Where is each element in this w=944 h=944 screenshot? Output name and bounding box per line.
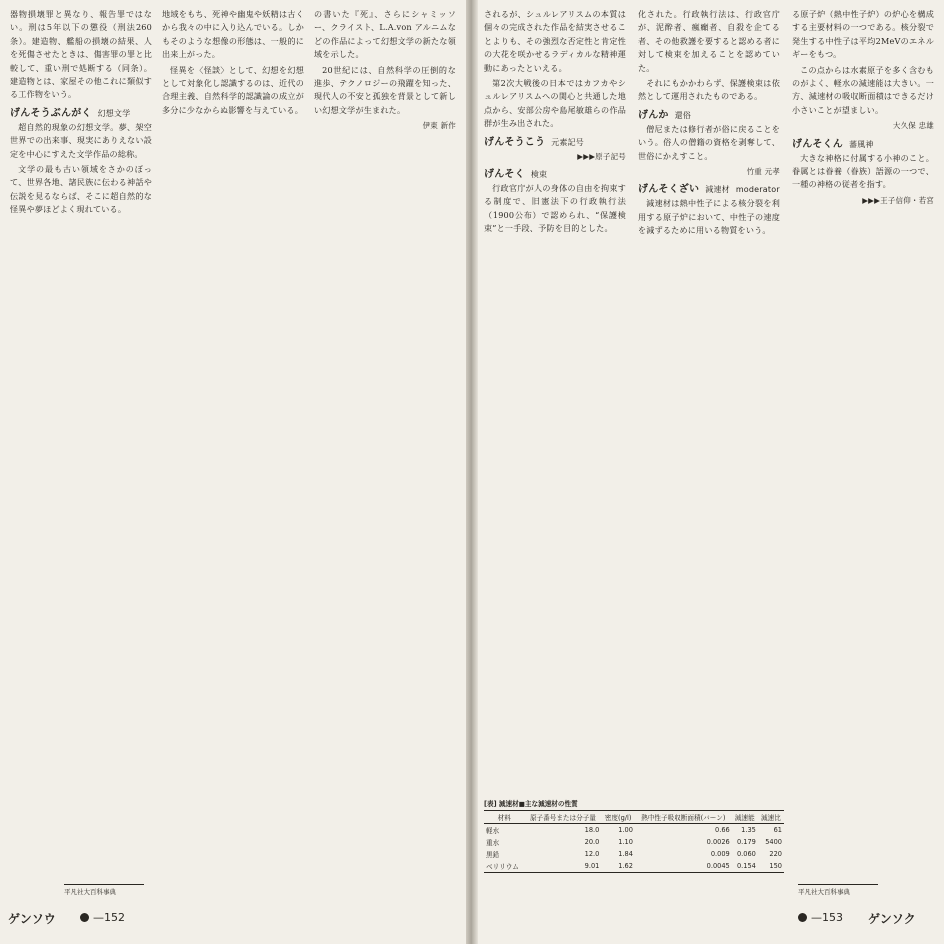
page-number-text: 153 xyxy=(822,911,843,924)
right-column-3 xyxy=(792,8,934,868)
entry-kanji: 検束 xyxy=(530,170,548,180)
table-header: 密度(g/l) xyxy=(601,811,635,824)
entry-heading xyxy=(638,183,780,197)
author-credit: 伊東 新作 xyxy=(422,121,456,131)
right-page xyxy=(478,0,944,944)
entry-kanji: 減速材 xyxy=(705,185,730,195)
page-number-text: 152 xyxy=(104,911,125,924)
table-header: 原子番号または分子量 xyxy=(525,811,602,824)
paragraph: 僧尼または修行者が俗に戻ることをいう。俗人の僧籍の資格を剥奪して、世俗にかえすこと。 xyxy=(638,123,780,161)
table-cell: 0.060 xyxy=(736,850,756,858)
right-column-2 xyxy=(638,8,780,788)
cross-reference: ▶▶▶王子信仰・若宮 xyxy=(862,195,934,205)
page-number: —153 xyxy=(798,911,843,924)
author-credit: 竹重 元孝 xyxy=(746,167,780,177)
table xyxy=(484,810,784,873)
entry-kanji: 元素記号 xyxy=(551,137,585,147)
table-cell: 1.10 xyxy=(618,838,633,846)
table-row xyxy=(484,848,784,860)
table-cell: 220 xyxy=(769,850,782,858)
running-head: ゲンソウ xyxy=(8,912,56,926)
left-column-2 xyxy=(162,8,304,868)
table-cell: 0.179 xyxy=(736,838,756,846)
page-marker-icon xyxy=(80,913,89,922)
table-cell: 1.84 xyxy=(618,850,633,858)
paragraph: の書いた『死』、さらにシャミッソー、クライスト、L.A.von アルニムなどの作品によって幻想文学の新たな領域を示した。 xyxy=(314,9,456,60)
table-cell: 18.0 xyxy=(584,826,600,834)
entry-reading: げんそうこう xyxy=(484,136,546,148)
publisher-label: 平凡社大百科事典 xyxy=(798,884,878,896)
paragraph: 文学の最も古い領域をさかのぼって、世界各地、諸民族に伝わる神話や伝説を見るならば、そこに超自然的な怪異や夢ほどよく現れている。 xyxy=(10,164,152,215)
paragraph: それにもかかわらず、保護検束は依然として運用されたものである。 xyxy=(638,78,780,102)
entry-kanji: 還俗 xyxy=(674,110,692,120)
data-table xyxy=(484,798,784,873)
table-cell: 5400 xyxy=(765,838,782,846)
paragraph: 大きな神格に付属する小神のこと。眷属とは眷養（眷族）語源の一つで、一種の神格の従者を指す。 xyxy=(792,152,934,190)
paragraph: 第2次大戦後の日本ではカフカやシュルレアリスムへの関心と共通した地点から、安部公房や島尾敏雄らの作品群が生み出された。 xyxy=(484,78,626,129)
table-row xyxy=(484,824,784,837)
table-header: 熱中性子吸収断面積(バーン) xyxy=(635,811,732,824)
page-number: —152 xyxy=(80,911,125,924)
table-row xyxy=(484,836,784,848)
table-cell: 12.0 xyxy=(584,850,600,858)
table-cell: 軽水 xyxy=(486,827,500,835)
paragraph: 地域をもち、死神や幽鬼や妖精は古くから我々の中に入り込んでいる。しかもそのような想像の形態は、一般的に出来上がった。 xyxy=(162,9,304,60)
entry-heading xyxy=(792,138,934,152)
entry-heading xyxy=(484,168,626,182)
entry-reading: げんか xyxy=(638,109,669,121)
left-page xyxy=(0,0,466,944)
table-header: 材料 xyxy=(484,811,525,824)
author-credit: 大久保 忠雄 xyxy=(892,121,934,131)
entry-reading: げんそく xyxy=(484,169,525,181)
table-cell: 1.35 xyxy=(741,826,756,834)
book-gutter xyxy=(466,0,478,944)
table-cell: 0.009 xyxy=(710,850,730,858)
entry-heading xyxy=(484,136,626,150)
table-row xyxy=(484,860,784,873)
paragraph: 怪異を〈怪談〉として、幻想を幻想として対象化し認識するのは、近代の合理主義、自然科学的認識論の成立が多分に少なからぬ影響を与えている。 xyxy=(162,64,304,115)
paragraph: 超自然的現象の幻想文学。夢、架空世界での出来事、現実にありえない設定を中心にすえた文学作品の総称。 xyxy=(10,121,152,159)
table-cell: 0.0045 xyxy=(635,860,732,873)
table-cell: 1.00 xyxy=(618,826,633,834)
cross-reference: ▶▶▶原子記号 xyxy=(577,151,626,161)
entry-heading xyxy=(638,109,780,123)
table-header-row xyxy=(484,811,784,824)
table-cell: 0.0026 xyxy=(706,838,730,846)
paragraph: る原子炉（熱中性子炉）の炉心を構成する主要材料の一つである。核分裂で発生する中性子は平均2MeVのエネルギーをもつ。 xyxy=(792,9,934,60)
paragraph: されるが、シュルレアリスムの本質は個々の完成された作品を結実させることよりも、その強烈な否定性と肯定性の大花を咲かせるラディカルな精神運動にあったといえる。 xyxy=(484,9,626,73)
table-cell: 9.01 xyxy=(525,860,602,873)
table-cell: 1.62 xyxy=(601,860,635,873)
table-cell: ベリリウム xyxy=(484,860,525,873)
table-cell: 20.0 xyxy=(584,838,600,846)
paragraph: この点からは水素原子を多く含むものがよく、軽水の減速能は大きい。一方、減速材の吸収断面積はできるだけ小さいことが望ましい。 xyxy=(792,64,934,115)
paragraph: 20世紀には、自然科学の圧倒的な進歩、テクノロジーの飛躍を知った、現代人の不安と孤独を背景として新しい幻想文学が生まれた。 xyxy=(314,64,456,115)
table-header: 減速能 xyxy=(732,811,758,824)
publisher-label: 平凡社大百科事典 xyxy=(64,884,144,896)
page-marker-icon xyxy=(798,913,807,922)
running-head: ゲンソク xyxy=(868,912,916,926)
entry-reading: げんそうぶんがく xyxy=(10,107,92,119)
table-cell: 0.66 xyxy=(715,826,730,834)
entry-heading xyxy=(10,107,152,121)
entry-reading: げんそくざい xyxy=(638,184,700,196)
paragraph: 行政官庁が人の身体の自由を拘束する制度で、旧憲法下の行政執行法（1900公布）で認められ、“保護検束”と一手段、予防を目的とした。 xyxy=(484,183,626,234)
table-header: 減速比 xyxy=(758,811,784,824)
table-cell: 重水 xyxy=(486,839,500,847)
entry-kanji: 幻想文学 xyxy=(97,108,131,118)
left-column-1 xyxy=(10,8,152,868)
right-column-1 xyxy=(484,8,626,788)
table-title: [表] 減速材■主な減速材の性質 xyxy=(484,800,578,808)
table-cell: 黒鉛 xyxy=(486,851,500,859)
table-cell: 0.154 xyxy=(732,860,758,873)
left-column-3 xyxy=(314,8,456,868)
paragraph: 化された。行政執行法は、行政官庁が、泥酔者、瘋癲者、自殺を企てる者、その他救護を要すると認める者に対して検束を加えることを認めていた。 xyxy=(638,9,780,73)
paragraph: 器物損壊罪と異なり、報告罪ではない。刑は5年以下の懲役（刑法260条）。建造物、艦船の損壊の結果、人を死傷させたときは、傷害罪の罪と比較して、重い刑で処断する（同条）。建造物とは、家屋その他これに類似する工作物をいう。 xyxy=(10,9,152,100)
entry-english: moderator xyxy=(735,185,780,195)
entry-reading: げんそくん xyxy=(792,138,843,150)
table-cell: 150 xyxy=(758,860,784,873)
table-cell: 61 xyxy=(773,826,782,834)
entry-kanji: 蕃風神 xyxy=(849,139,874,149)
paragraph: 減速材は熱中性子による核分裂を利用する原子炉において、中性子の速度を減ずるために用いる物質をいう。 xyxy=(638,198,780,236)
